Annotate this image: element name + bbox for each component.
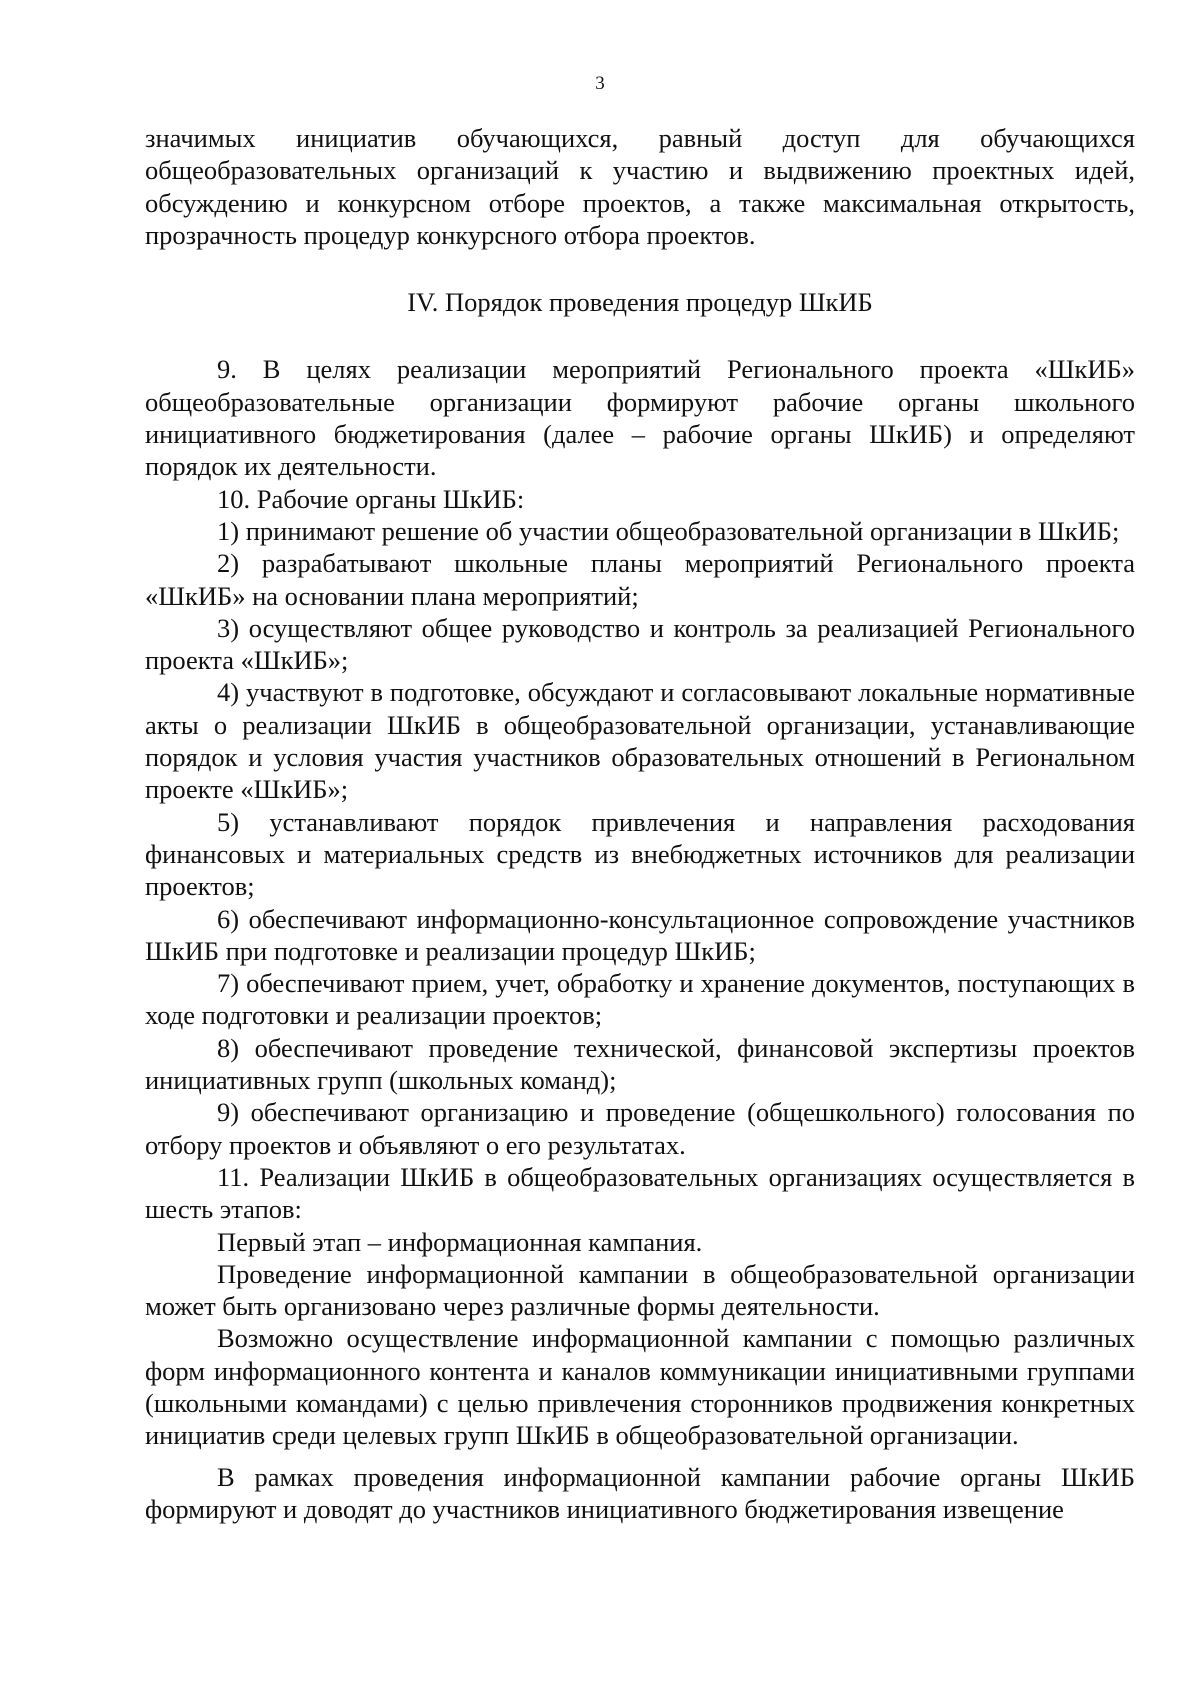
list-item-1: 1) принимают решение об участии общеобразовательной организации в ШкИБ; [217, 515, 1120, 546]
paragraph-info-campaign: Проведение информационной кампании в общеобразовательной организации может быть организовано через различные формы деятельности. [145, 1258, 1135, 1322]
stage-one-heading: Первый этап – информационная кампания. [217, 1226, 703, 1257]
list-item-3: 3) осуществляют общее руководство и контроль за реализацией Регионального проекта «ШкИБ»; [145, 612, 1135, 676]
list-item-5: 5) устанавливают порядок привлечения и направления расходования финансовых и материальных средств из внебюджетных источников для реализации проектов; [145, 806, 1135, 902]
list-item-8: 8) обеспечивают проведение технической, финансовой экспертизы проектов инициативных групп (школьных команд); [145, 1032, 1135, 1096]
list-item-2: 2) разрабатывают школьные планы мероприятий Регионального проекта «ШкИБ» на основании плана мероприятий; [145, 548, 1135, 611]
list-item-4: 4) участвуют в подготовке, обсуждают и согласовывают локальные нормативные акты о реализации ШкИБ в общеобразовательной организации, устанавливающие порядок и условия участия участников образовательных отношений в Региональном проекте «ШкИБ»; [145, 677, 1135, 805]
document-body [145, 122, 1135, 1525]
page-number: 3 [595, 73, 605, 94]
paragraph-item-11: 11. Реализации ШкИБ в общеобразовательных организациях осуществляется в шесть этапов: [145, 1161, 1135, 1225]
paragraph-continuation: значимых инициатив обучающихся, равный доступ для обучающихся общеобразовательных организаций к участию и выдвижению проектных идей, обсуждению и конкурсном отборе проектов, а также максимальная открытость, прозрачность процедур конкурсного отбора проектов. [145, 123, 1135, 250]
paragraph-item-10: 10. Рабочие органы ШкИБ: [217, 483, 525, 514]
section-heading: IV. Порядок проведения процедур ШкИБ [407, 287, 873, 318]
paragraph-info-content: Возможно осуществление информационной кампании с помощью различных форм информационного контента и каналов коммуникации инициативными группами (школьными командами) с целью привлечения сторонников продвижения конкретных инициатив среди целевых групп ШкИБ в общеобразовательной организации. [145, 1323, 1135, 1451]
paragraph-item-9: 9. В целях реализации мероприятий Регионального проекта «ШкИБ» общеобразовательные организации формируют рабочие органы школьного инициативного бюджетирования (далее – рабочие органы ШкИБ) и определяют порядок их деятельности. [145, 354, 1135, 482]
paragraph-info-notice: В рамках проведения информационной кампании рабочие органы ШкИБ формируют и доводят до участников инициативного бюджетирования извещение [145, 1461, 1135, 1524]
list-item-9: 9) обеспечивают организацию и проведение (общешкольного) голосования по отбору проектов и объявляют о его результатах. [145, 1097, 1135, 1160]
list-item-7: 7) обеспечивают прием, учет, обработку и хранение документов, поступающих в ходе подготовки и реализации проектов; [145, 968, 1135, 1031]
list-item-6: 6) обеспечивают информационно-консультационное сопровождение участников ШкИБ при подготовке и реализации процедур ШкИБ; [145, 903, 1135, 966]
